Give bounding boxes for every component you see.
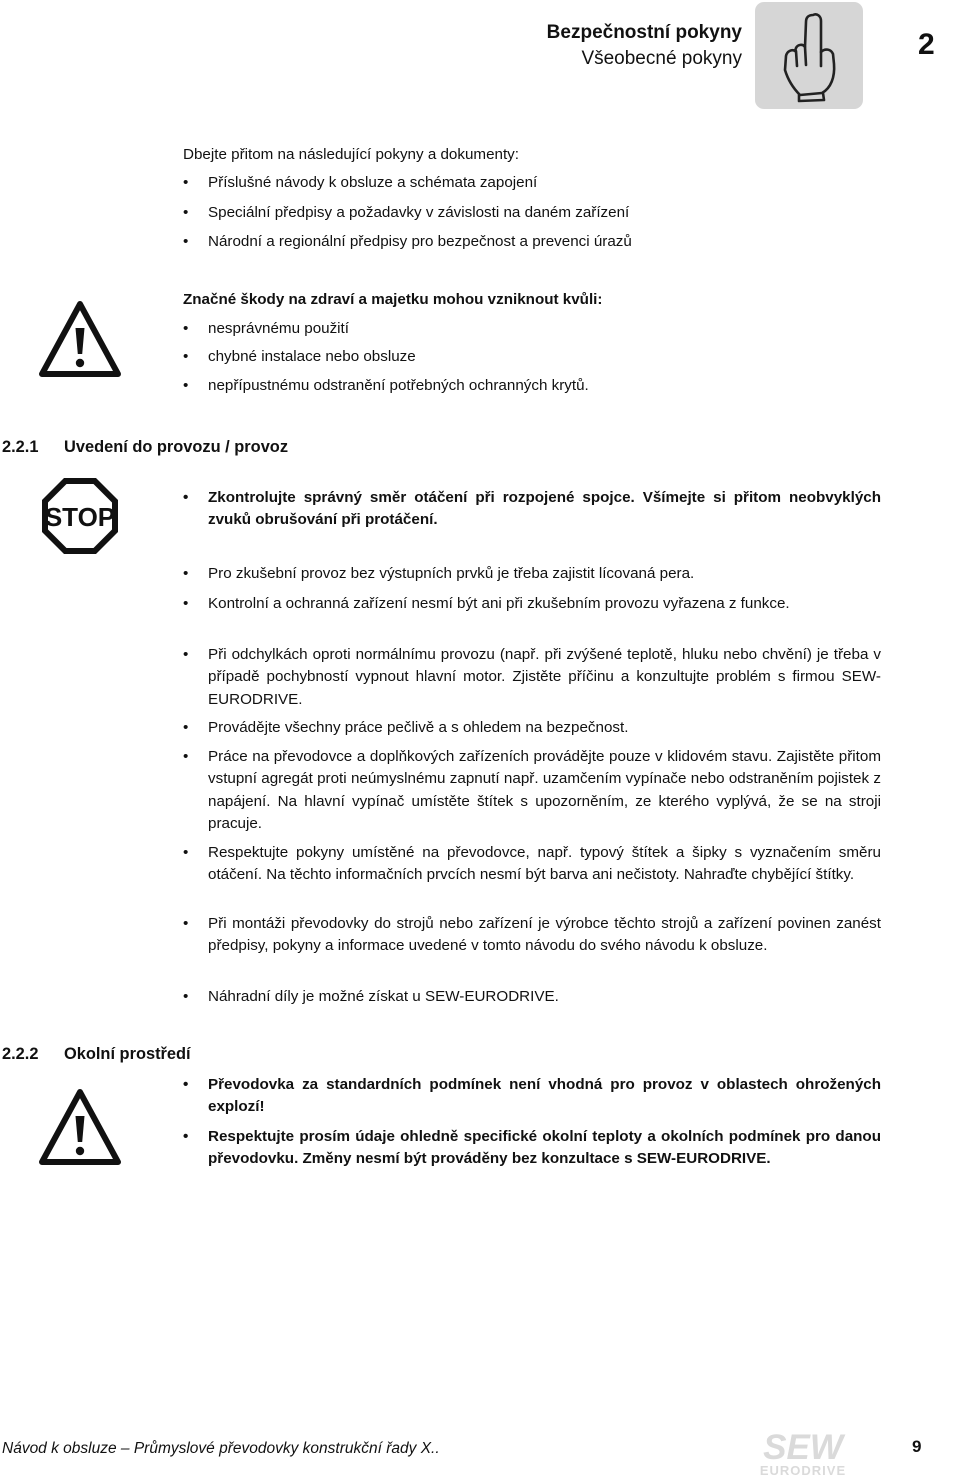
bullet: • — [183, 988, 189, 1005]
environment-item — [183, 1074, 903, 1119]
bullet: • — [183, 174, 189, 191]
warning-triangle-icon — [37, 298, 123, 382]
bullet: • — [183, 915, 189, 932]
bullet: • — [183, 233, 189, 250]
warning-item-text: chybné instalace nebo obsluze — [208, 348, 416, 365]
bullet: • — [183, 1128, 189, 1145]
header-title: Bezpečnostní pokyny — [546, 22, 742, 43]
list-item-text: Respektujte pokyny umístěné na převodovce, např. typový štítek a šipky s vyznačením směru otáčení. Na těchto informačních prvcích nesmí být barva ani nečistoty. Nahraďte chybějící štítky. — [208, 844, 881, 884]
bullet: • — [183, 844, 189, 861]
warning-item — [183, 318, 903, 340]
bullet: • — [183, 320, 189, 337]
list-item — [183, 593, 903, 638]
bullet: • — [183, 377, 189, 394]
section-title: Okolní prostředí — [64, 1045, 191, 1063]
bullet: • — [183, 204, 189, 221]
section-number: 2.2.2 — [2, 1045, 39, 1063]
intro-item-text: Speciální předpisy a požadavky v závislosti na daném zařízení — [208, 204, 630, 221]
header-subtitle: Všeobecné pokyny — [581, 48, 742, 69]
list-item — [183, 842, 903, 909]
list-item-text: Kontrolní a ochranná zařízení nesmí být ani při zkušebním provozu vyřazena z funkce. — [208, 595, 790, 612]
list-item-text: Pro zkušební provoz bez výstupních prvků je třeba zajistit lícovaná pera. — [208, 565, 695, 582]
stop-sign-icon — [38, 474, 122, 558]
warning-item — [183, 346, 903, 368]
footer-doc-type: Návod k obsluze – — [2, 1440, 134, 1457]
list-item-text: Při odchylkách oproti normálnímu provozu (např. při zvýšené teplotě, hluku nebo chvění) je třeba v případě pochybností vypnout hlavní motor. Zjistěte příčinu a konzultujte problém s firmou SEW-EURODRIVE. — [208, 646, 881, 708]
stop-text: STOP — [44, 502, 116, 532]
list-item — [183, 746, 903, 836]
footer-document-title — [2, 1440, 440, 1458]
list-item-text: Při montáži převodovky do strojů nebo zařízení je výrobce těchto strojů a zařízení povinen zanést předpisy, pokyny a informace uvedené v tomto návodu do svého návodu k obsluze. — [208, 915, 881, 955]
bullet: • — [183, 1076, 189, 1093]
bullet: • — [183, 348, 189, 365]
bullet: • — [183, 748, 189, 765]
list-item — [183, 717, 903, 739]
page-number: 9 — [912, 1437, 922, 1456]
warning-triangle-icon — [37, 1086, 123, 1170]
pointing-hand-icon — [755, 2, 863, 109]
list-item — [183, 644, 903, 711]
section-heading-222 — [2, 1044, 191, 1064]
intro-item — [183, 172, 903, 194]
warning-heading: Značné škody na zdraví a majetku mohou vzniknout kvůli: — [183, 291, 603, 308]
bullet: • — [183, 646, 189, 663]
footer-doc-name: Průmyslové převodovky konstrukční řady X.. — [133, 1440, 440, 1457]
intro-item — [183, 231, 903, 253]
environment-item-text: Převodovka za standardních podmínek není vhodná pro provoz v oblastech ohrožených explozí! — [208, 1076, 881, 1116]
environment-item-text: Respektujte prosím údaje ohledně specifické okolní teploty a okolních podmínek pro danou převodovku. Změny nesmí být prováděny bez konzultace s SEW-EURODRIVE. — [208, 1128, 881, 1168]
section-number: 2.2.1 — [2, 438, 39, 456]
stop-item-text: Zkontrolujte správný směr otáčení při rozpojené spojce. Všímejte si přitom neobvyklých zvuků obrušování při protáčení. — [208, 489, 881, 529]
list-item — [183, 986, 903, 1008]
list-item-text: Práce na převodovce a doplňkových zařízeních provádějte pouze v klidovém stavu. Zajistěte přitom vstupní agregát proti neúmyslnému zapnutí např. uzamčením vypínače nebo odstraněním pojistek z napájení. Na hlavní vypínač umístěte štítek s upozorněním, ze kterého vyplývá, že se na stroji pracuje. — [208, 748, 881, 833]
intro-item-text: Národní a regionální předpisy pro bezpečnost a prevenci úrazů — [208, 233, 632, 250]
list-item — [183, 563, 903, 585]
list-item-text: Náhradní díly je možné získat u SEW-EURODRIVE. — [208, 988, 559, 1005]
list-item — [183, 913, 903, 980]
list-item-text: Provádějte všechny práce pečlivě a s ohledem na bezpečnost. — [208, 719, 629, 736]
bullet: • — [183, 719, 189, 736]
sew-eurodrive-logo — [747, 1428, 859, 1478]
section-title: Uvedení do provozu / provoz — [64, 438, 289, 456]
bullet: • — [183, 565, 189, 582]
svg-text:SEW: SEW — [763, 1428, 843, 1467]
stop-item — [183, 487, 903, 532]
bullet: • — [183, 489, 189, 506]
section-heading-221 — [2, 437, 288, 457]
intro-lead: Dbejte přitom na následující pokyny a dokumenty: — [183, 146, 519, 163]
svg-text:EURODRIVE: EURODRIVE — [759, 1463, 847, 1478]
warning-item-text: nepřípustnému odstranění potřebných ochranných krytů. — [208, 377, 589, 394]
bullet: • — [183, 595, 189, 612]
warning-item-text: nesprávnému použití — [208, 320, 349, 337]
warning-item — [183, 375, 903, 397]
environment-item — [183, 1126, 903, 1193]
intro-item-text: Příslušné návody k obsluze a schémata zapojení — [208, 174, 538, 191]
intro-item — [183, 202, 903, 224]
chapter-number: 2 — [918, 28, 935, 61]
